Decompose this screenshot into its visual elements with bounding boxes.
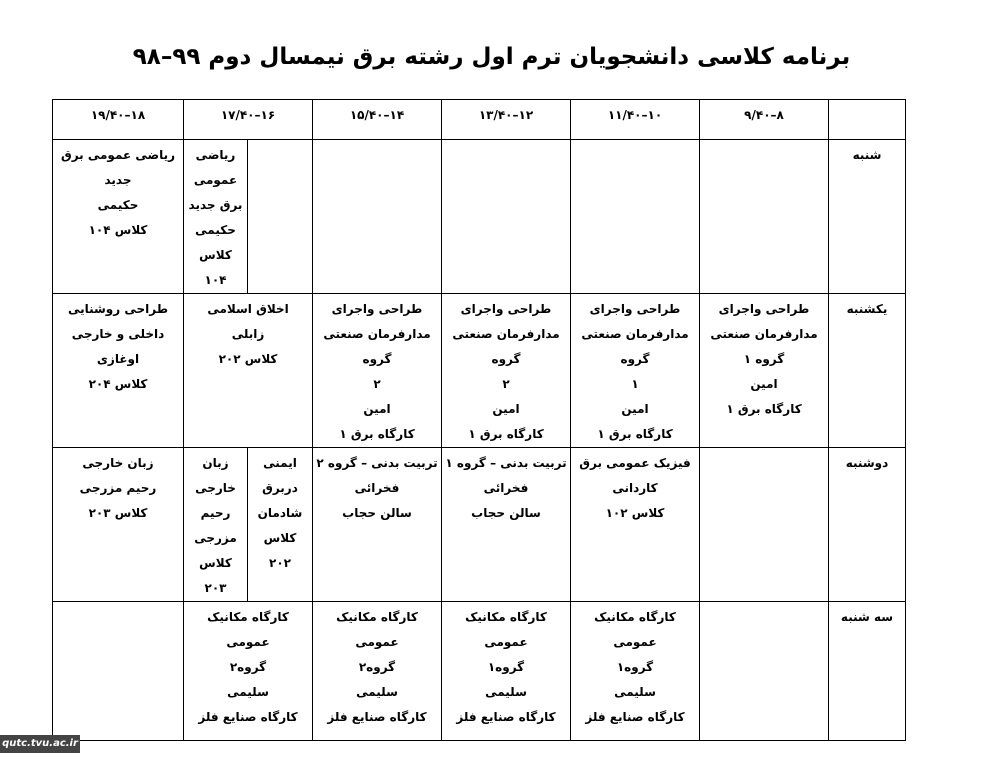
cell-line: امین (363, 402, 391, 416)
cell-mon-16-b (184, 448, 248, 602)
cell-line: کارگاه صنایع فلز (198, 710, 298, 724)
header-row (53, 100, 906, 140)
cell-line: ۲ (373, 377, 381, 391)
cell-line: کلاس (199, 556, 232, 570)
cell-line: کارگاه مکانیک عمومی (594, 610, 676, 649)
cell-sun-16 (184, 294, 313, 448)
cell-line: کارگاه مکانیک عمومی (207, 610, 289, 649)
cell-line: کارگاه صنایع فلز (585, 710, 685, 724)
cell-line: کارگاه مکانیک عمومی (465, 610, 547, 649)
time-header-14: ۱۴–۱۵/۴۰ (313, 100, 442, 140)
time-header-16: ۱۶–۱۷/۴۰ (184, 100, 313, 140)
cell-line: رحیم مزرجی (79, 481, 157, 495)
cell-line: کارگاه صنایع فلز (456, 710, 556, 724)
day-label-sunday: یکشنبه (829, 294, 906, 448)
cell-sat-18 (53, 140, 184, 294)
day-label-saturday: شنبه (829, 140, 906, 294)
cell-line: فیزیک عمومی برق (579, 456, 691, 470)
cell-line: ۲۰۳ (204, 581, 227, 595)
cell-mon-14 (313, 448, 442, 602)
cell-line: کارگاه برق ۱ (468, 427, 544, 441)
cell-line: کلاس ۲۰۴ (88, 377, 148, 391)
cell-line: کلاس ۲۰۳ (88, 506, 148, 520)
corner-cell (829, 100, 906, 140)
cell-line: ۲۰۲ (269, 556, 291, 570)
time-header-18: ۱۸–۱۹/۴۰ (53, 100, 184, 140)
row-monday (53, 448, 906, 602)
cell-line: کلاس ۱۰۲ (605, 506, 665, 520)
cell-line: طراحی واجرای (331, 302, 423, 316)
cell-mon-18 (53, 448, 184, 602)
cell-line: برق جدید (188, 198, 243, 212)
cell-line: کارگاه صنایع فلز (327, 710, 427, 724)
cell-line: دربرق (262, 481, 298, 495)
cell-line: حکیمی (97, 198, 139, 212)
cell-line: طراحی واجرای (718, 302, 810, 316)
cell-line: جدید (104, 173, 132, 187)
cell-sat-10 (571, 140, 700, 294)
cell-sat-16-a (248, 140, 313, 294)
cell-line: ایمنی (263, 456, 297, 470)
cell-line: حکیمی (195, 223, 236, 237)
cell-line: فخرائی (354, 481, 400, 495)
cell-line: اوغازی (96, 352, 140, 366)
cell-line: ۱۰۴ (204, 273, 227, 287)
cell-sat-8 (700, 140, 829, 294)
cell-line: طراحی روشنایی (67, 302, 169, 316)
day-label-tuesday: سه شنبه (829, 602, 906, 741)
cell-mon-10 (571, 448, 700, 602)
cell-line: مدارفرمان صنعتی گروه (452, 327, 560, 366)
cell-mon-8 (700, 448, 829, 602)
cell-tue-16 (184, 602, 313, 741)
cell-line: سلیمی (485, 685, 527, 699)
cell-line: سالن حجاب (342, 506, 412, 520)
cell-line: کارگاه برق ۱ (339, 427, 415, 441)
row-saturday (53, 140, 906, 294)
cell-line: سالن حجاب (471, 506, 541, 520)
cell-tue-10 (571, 602, 700, 741)
cell-line: طراحی واجرای (589, 302, 681, 316)
cell-line: سلیمی (227, 685, 269, 699)
cell-line: فخرائی (483, 481, 529, 495)
cell-line: ریاضی (195, 148, 236, 162)
cell-line: زبان (202, 456, 229, 470)
cell-line: مدارفرمان صنعتی گروه (323, 327, 431, 366)
cell-line: امین (492, 402, 520, 416)
cell-line: ۱ (631, 377, 639, 391)
cell-mon-12 (442, 448, 571, 602)
cell-sun-18 (53, 294, 184, 448)
cell-line: سلیمی (614, 685, 656, 699)
row-tuesday (53, 602, 906, 741)
page-title: برنامه کلاسی دانشجویان ترم اول رشته برق نیمسال دوم ۹۹–۹۸ (132, 44, 851, 70)
cell-line: کلاس (199, 248, 232, 262)
cell-line: کلاس ۲۰۲ (218, 352, 278, 366)
cell-sat-12 (442, 140, 571, 294)
cell-line: سلیمی (356, 685, 398, 699)
cell-tue-8 (700, 602, 829, 741)
cell-line: کارگاه برق ۱ (597, 427, 673, 441)
time-header-10: ۱۰–۱۱/۴۰ (571, 100, 700, 140)
cell-line: داخلی و خارجی (71, 327, 165, 341)
cell-line: مدارفرمان صنعتی (710, 327, 818, 341)
cell-tue-12 (442, 602, 571, 741)
cell-sat-14 (313, 140, 442, 294)
cell-line: تربیت بدنی – گروه ۲ (316, 456, 438, 470)
cell-line: عمومی (193, 173, 238, 187)
cell-line: کلاس (263, 531, 297, 545)
day-label-monday: دوشنبه (829, 448, 906, 602)
cell-sun-8 (700, 294, 829, 448)
cell-line: مزرجی (194, 531, 237, 545)
cell-sun-14 (313, 294, 442, 448)
cell-line: ریاضی عمومی برق (60, 148, 176, 162)
cell-line: گروه۱ (487, 660, 525, 674)
time-header-12: ۱۲–۱۳/۴۰ (442, 100, 571, 140)
cell-line: مدارفرمان صنعتی گروه (581, 327, 689, 366)
cell-line: گروه۱ (616, 660, 654, 674)
cell-line: تربیت بدنی – گروه ۱ (445, 456, 567, 470)
cell-line: گروه ۱ (743, 352, 785, 366)
cell-line: ۲ (502, 377, 510, 391)
cell-tue-14 (313, 602, 442, 741)
cell-line: اخلاق اسلامی (207, 302, 289, 316)
cell-line: کارگاه مکانیک عمومی (336, 610, 418, 649)
cell-sat-16-b (184, 140, 248, 294)
cell-line: زابلی (231, 327, 265, 341)
cell-line: خارجی (195, 481, 236, 495)
cell-line: شادمان (257, 506, 303, 520)
cell-mon-16-a (248, 448, 313, 602)
cell-line: رحیم (200, 506, 231, 520)
cell-sun-12 (442, 294, 571, 448)
cell-line: کارگاه برق ۱ (726, 402, 802, 416)
cell-tue-18 (53, 602, 184, 741)
cell-line: گروه۲ (229, 660, 267, 674)
cell-line: امین (621, 402, 649, 416)
cell-line: زبان خارجی (82, 456, 154, 470)
cell-line: گروه۲ (358, 660, 396, 674)
schedule-table (52, 99, 906, 741)
cell-line: کلاس ۱۰۴ (88, 223, 148, 237)
cell-line: امین (750, 377, 778, 391)
cell-sun-10 (571, 294, 700, 448)
cell-line: طراحی واجرای (460, 302, 552, 316)
time-header-8: ۸–۹/۴۰ (700, 100, 829, 140)
site-url-badge[interactable]: qutc.tvu.ac.ir (0, 735, 80, 753)
row-sunday (53, 294, 906, 448)
cell-line: کاردانی (612, 481, 658, 495)
